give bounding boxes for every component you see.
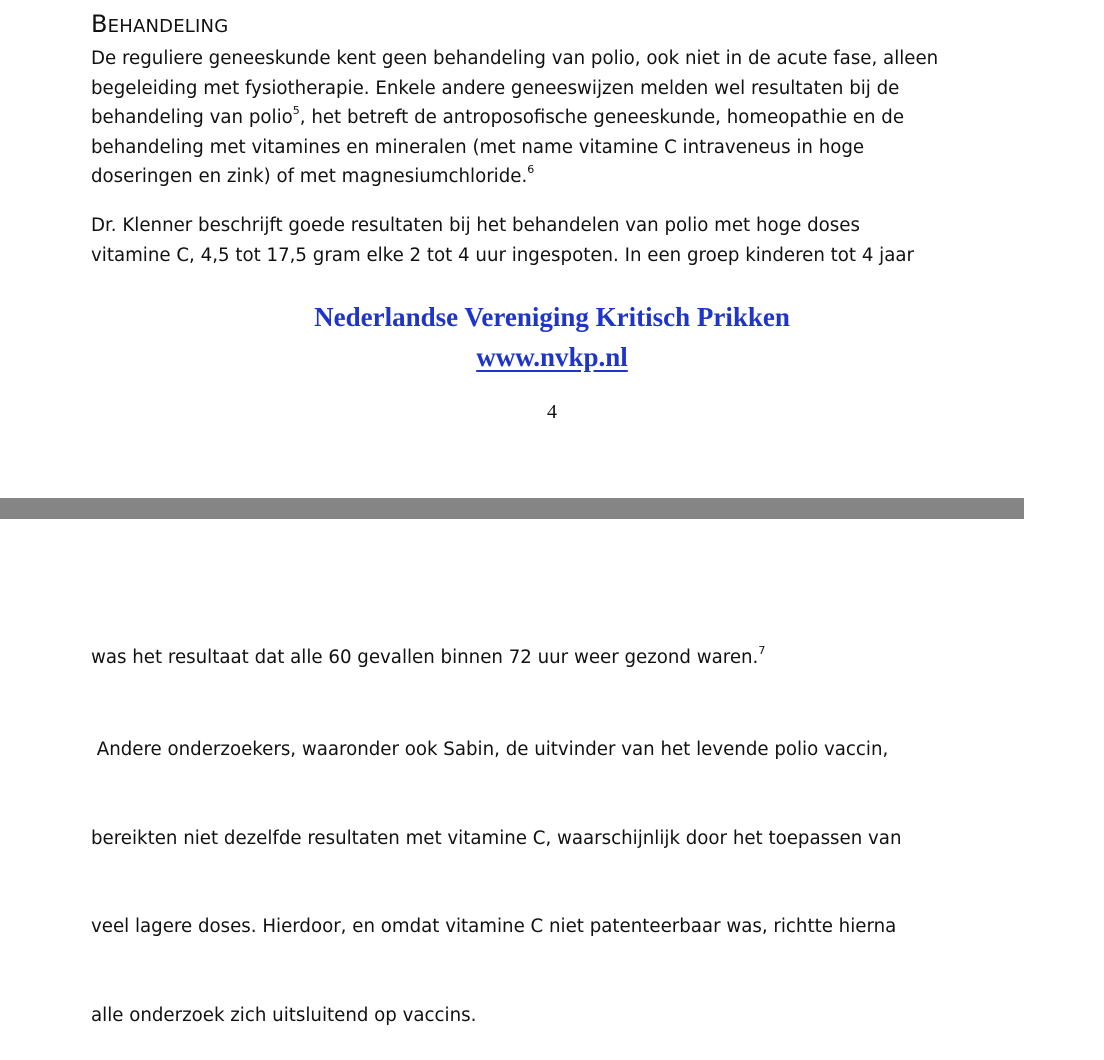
text-fragment: , het betreft de antroposofische geneeskunde, homeopathie en de [299,107,905,128]
text-fragment: doseringen en zink) of met magnesiumchloride. [91,166,528,187]
text-line [91,103,1001,133]
text-line: Andere onderzoekers, waaronder ook Sabin, de uitvinder van het levende polio vaccin, [91,739,889,760]
text-fragment: was het resultaat dat alle 60 gevallen binnen 72 uur weer gezond waren. [91,647,759,668]
paragraph-klenner [91,211,1001,270]
paragraph-result [91,643,1001,673]
text-fragment: behandeling van polio [91,107,293,128]
section-heading [91,9,228,42]
paragraph-treatment [91,44,1001,192]
text-line: bereikten niet dezelfde resultaten met vitamine C, waarschijnlijk door het toepassen van [91,827,902,849]
footer-website-link[interactable]: www.nvkp.nl [476,342,628,372]
paragraph-other-researchers [91,676,1001,1060]
text-line: vitamine C, 4,5 tot 17,5 gram elke 2 tot 4 uur ingespoten. In een groep kinderen tot 4 jaar [91,244,914,266]
text-line: begeleiding met fysiotherapie. Enkele andere geneeswijzen melden wel resultaten bij de [91,77,900,99]
footer-organization: Nederlandse Vereniging Kritisch Prikken [314,302,790,332]
text-line [91,162,1001,192]
section-heading-rest: EHANDELING [107,16,229,37]
text-line: Dr. Klenner beschrijft goede resultaten bij het behandelen van polio met hoge doses [91,215,860,236]
page-divider [0,498,1024,519]
footnote-ref-5: 5 [292,103,300,117]
text-line: veel lagere doses. Hierdoor, en omdat vitamine C niet patenteerbaar was, richtte hierna [91,916,897,937]
text-line: behandeling met vitamines en mineralen (met name vitamine C intraveneus in hoge [91,136,865,158]
text-line [91,643,1001,673]
section-heading-initial: B [91,10,108,38]
text-line: De reguliere geneeskunde kent geen behandeling van polio, ook niet in de acute fase, alleen [91,48,939,69]
footnote-ref-7: 7 [758,643,766,657]
text-line: alle onderzoek zich uitsluitend op vaccins. [91,1004,477,1026]
footnote-ref-6: 6 [527,162,535,176]
page-number: 4 [547,401,557,423]
